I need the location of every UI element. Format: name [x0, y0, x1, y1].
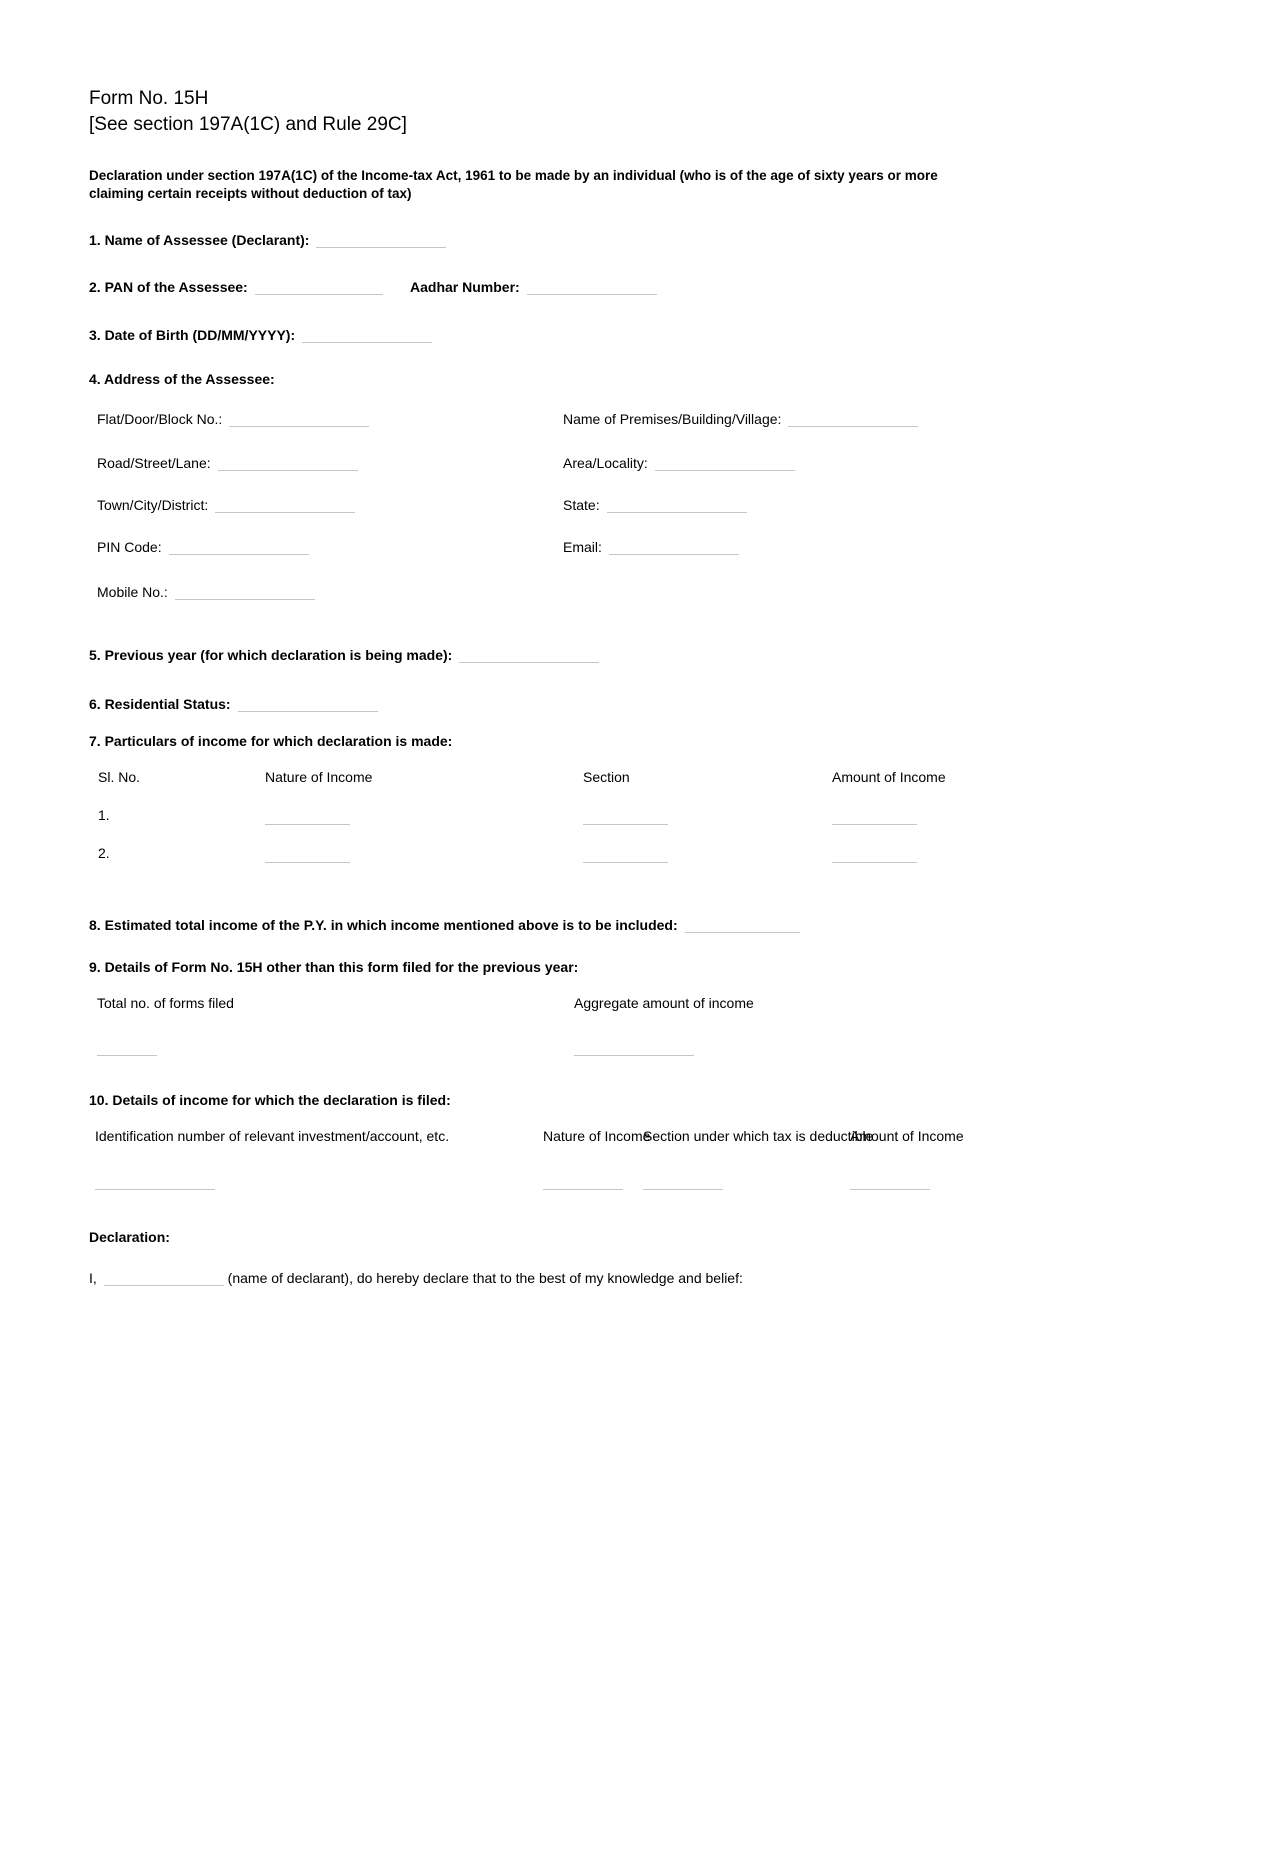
declaration-text: [89, 1268, 743, 1286]
declared-section-input[interactable]: [643, 1175, 723, 1190]
dob-input[interactable]: [302, 328, 432, 343]
income-details-heading-row: [0, 1092, 1263, 1114]
form-details-heading-row: [0, 959, 1263, 981]
pan-label: 2. PAN of the Assessee:: [89, 279, 248, 295]
area-input[interactable]: [655, 456, 795, 471]
aggregate-amount-input[interactable]: [574, 1041, 694, 1056]
income-table-header-slno: Sl. No.: [98, 769, 141, 785]
income-row1-nature-cell: [265, 807, 350, 825]
income-row1-amount-cell: [832, 807, 917, 825]
residential-status-input[interactable]: [238, 697, 378, 712]
income-row2-number: 2.: [98, 845, 110, 861]
town-input[interactable]: [215, 498, 355, 513]
declarant-name-input[interactable]: [104, 1271, 224, 1286]
title-row: [0, 88, 1263, 110]
assessee-name-field: [89, 230, 446, 248]
particulars-heading-row: [0, 733, 1263, 755]
forms-filed-aggregate-cell: [574, 1038, 694, 1056]
flat-label: Flat/Door/Block No.:: [97, 411, 223, 427]
total-forms-filed-input[interactable]: [97, 1041, 157, 1056]
town-field: [97, 495, 355, 513]
flat-input[interactable]: [229, 412, 369, 427]
income-details-label: 10. Details of income for which the declaration is filed:: [89, 1092, 451, 1108]
pan-input[interactable]: [255, 280, 383, 295]
declared-amount-input[interactable]: [850, 1175, 930, 1190]
declared-income-section-cell: [643, 1172, 723, 1190]
aadhar-label: Aadhar Number:: [410, 279, 520, 295]
form-description-line1: Declaration under section 197A(1C) of the Income-tax Act, 1961 to be made by an individual (who is of the age of sixty years or more: [89, 168, 938, 183]
road-field: [97, 453, 358, 471]
mobile-label: Mobile No.:: [97, 584, 168, 600]
area-label: Area/Locality:: [563, 455, 648, 471]
estimated-income-input[interactable]: [685, 918, 800, 933]
email-field: [563, 537, 739, 555]
income-table-header-section: Section: [583, 769, 630, 785]
aadhar-input[interactable]: [527, 280, 657, 295]
declaration-label: Declaration:: [89, 1229, 170, 1245]
form-subtitle: [See section 197A(1C) and Rule 29C]: [89, 114, 407, 135]
income-row2-nature-input[interactable]: [265, 848, 350, 863]
income-row1-nature-input[interactable]: [265, 810, 350, 825]
estimated-income-row: [0, 915, 1263, 937]
form-title: Form No. 15H: [89, 88, 209, 109]
assessee-name-input[interactable]: [316, 233, 446, 248]
address-row-3: [0, 495, 1263, 517]
declared-income-header-row: [0, 1128, 1263, 1150]
income-table-header-amount: Amount of Income: [832, 769, 946, 785]
residential-status-field: [89, 694, 378, 712]
road-label: Road/Street/Lane:: [97, 455, 211, 471]
declared-income-amount-cell: [850, 1172, 930, 1190]
particulars-label: 7. Particulars of income for which declaration is made:: [89, 733, 453, 749]
form-description-line2: claiming certain receipts without deduction of tax): [89, 186, 412, 201]
address-heading-row: [0, 371, 1263, 393]
declaration-heading-row: [0, 1229, 1263, 1251]
declared-nature-input[interactable]: [543, 1175, 623, 1190]
declaration-text-suffix: (name of declarant), do hereby declare that to the best of my knowledge and belief:: [227, 1270, 743, 1286]
forms-filed-header-aggregate: Aggregate amount of income: [574, 995, 754, 1011]
declared-income-header-identification: Identification number of relevant investment/account, etc.: [95, 1128, 450, 1144]
aadhar-field: [410, 277, 657, 295]
forms-filed-total-cell: [97, 1038, 157, 1056]
town-label: Town/City/District:: [97, 497, 209, 513]
income-row2-section-input[interactable]: [583, 848, 668, 863]
declared-income-header-amount: Amount of Income: [850, 1128, 964, 1144]
state-label: State:: [563, 497, 600, 513]
address-label: 4. Address of the Assessee:: [89, 371, 275, 387]
email-input[interactable]: [609, 540, 739, 555]
pin-label: PIN Code:: [97, 539, 162, 555]
estimated-income-label: 8. Estimated total income of the P.Y. in which income mentioned above is to be included:: [89, 917, 678, 933]
income-row1-amount-input[interactable]: [832, 810, 917, 825]
dob-field: [89, 325, 432, 343]
income-row2-amount-input[interactable]: [832, 848, 917, 863]
address-row-5: [0, 582, 1263, 604]
assessee-name-label: 1. Name of Assessee (Declarant):: [89, 232, 310, 248]
residential-status-row: [0, 694, 1263, 716]
previous-year-label: 5. Previous year (for which declaration is being made):: [89, 647, 453, 663]
pin-field: [97, 537, 309, 555]
income-table-row-2: [0, 845, 1263, 867]
previous-year-field: [89, 645, 599, 663]
income-row2-nature-cell: [265, 845, 350, 863]
mobile-field: [97, 582, 315, 600]
income-row1-section-input[interactable]: [583, 810, 668, 825]
declared-income-header-section: Section under which tax is deductible: [643, 1128, 874, 1144]
income-row1-section-cell: [583, 807, 668, 825]
income-table-row-1: [0, 807, 1263, 829]
email-label: Email:: [563, 539, 602, 555]
form-details-label: 9. Details of Form No. 15H other than this form filed for the previous year:: [89, 959, 579, 975]
income-row2-section-cell: [583, 845, 668, 863]
declared-income-nature-cell: [543, 1172, 623, 1190]
previous-year-row: [0, 645, 1263, 667]
subtitle-row: [0, 114, 1263, 136]
declared-income-header-nature: Nature of Income: [543, 1128, 651, 1144]
income-row2-amount-cell: [832, 845, 917, 863]
declaration-text-prefix: I,: [89, 1270, 97, 1286]
assessee-name-row: [0, 230, 1263, 252]
declared-income-input-row: [0, 1172, 1263, 1194]
address-row-4: [0, 537, 1263, 559]
income-table-header-nature: Nature of Income: [265, 769, 373, 785]
dob-label: 3. Date of Birth (DD/MM/YYYY):: [89, 327, 296, 343]
pin-input[interactable]: [169, 540, 309, 555]
declared-income-identification-cell: [95, 1172, 215, 1190]
area-field: [563, 453, 795, 471]
pan-field: [89, 277, 383, 295]
address-row-2: [0, 453, 1263, 475]
address-row-1: [0, 409, 1263, 431]
declaration-text-row: [0, 1268, 1263, 1290]
forms-filed-header-total: Total no. of forms filed: [97, 995, 234, 1011]
estimated-income-field: [89, 915, 800, 933]
identification-number-input[interactable]: [95, 1175, 215, 1190]
income-table-header-row: [0, 769, 1263, 791]
income-row1-number: 1.: [98, 807, 110, 823]
previous-year-input[interactable]: [459, 648, 599, 663]
pan-aadhar-row: [0, 277, 1263, 299]
road-input[interactable]: [218, 456, 358, 471]
forms-filed-input-row: [0, 1038, 1263, 1060]
premises-field: [563, 409, 918, 427]
premises-label: Name of Premises/Building/Village:: [563, 411, 782, 427]
dob-row: [0, 325, 1263, 347]
flat-field: [97, 409, 369, 427]
mobile-input[interactable]: [175, 585, 315, 600]
residential-status-label: 6. Residential Status:: [89, 696, 231, 712]
forms-filed-header-row: [0, 995, 1263, 1017]
state-input[interactable]: [607, 498, 747, 513]
state-field: [563, 495, 747, 513]
description-row-2: [0, 186, 1263, 208]
premises-input[interactable]: [788, 412, 918, 427]
